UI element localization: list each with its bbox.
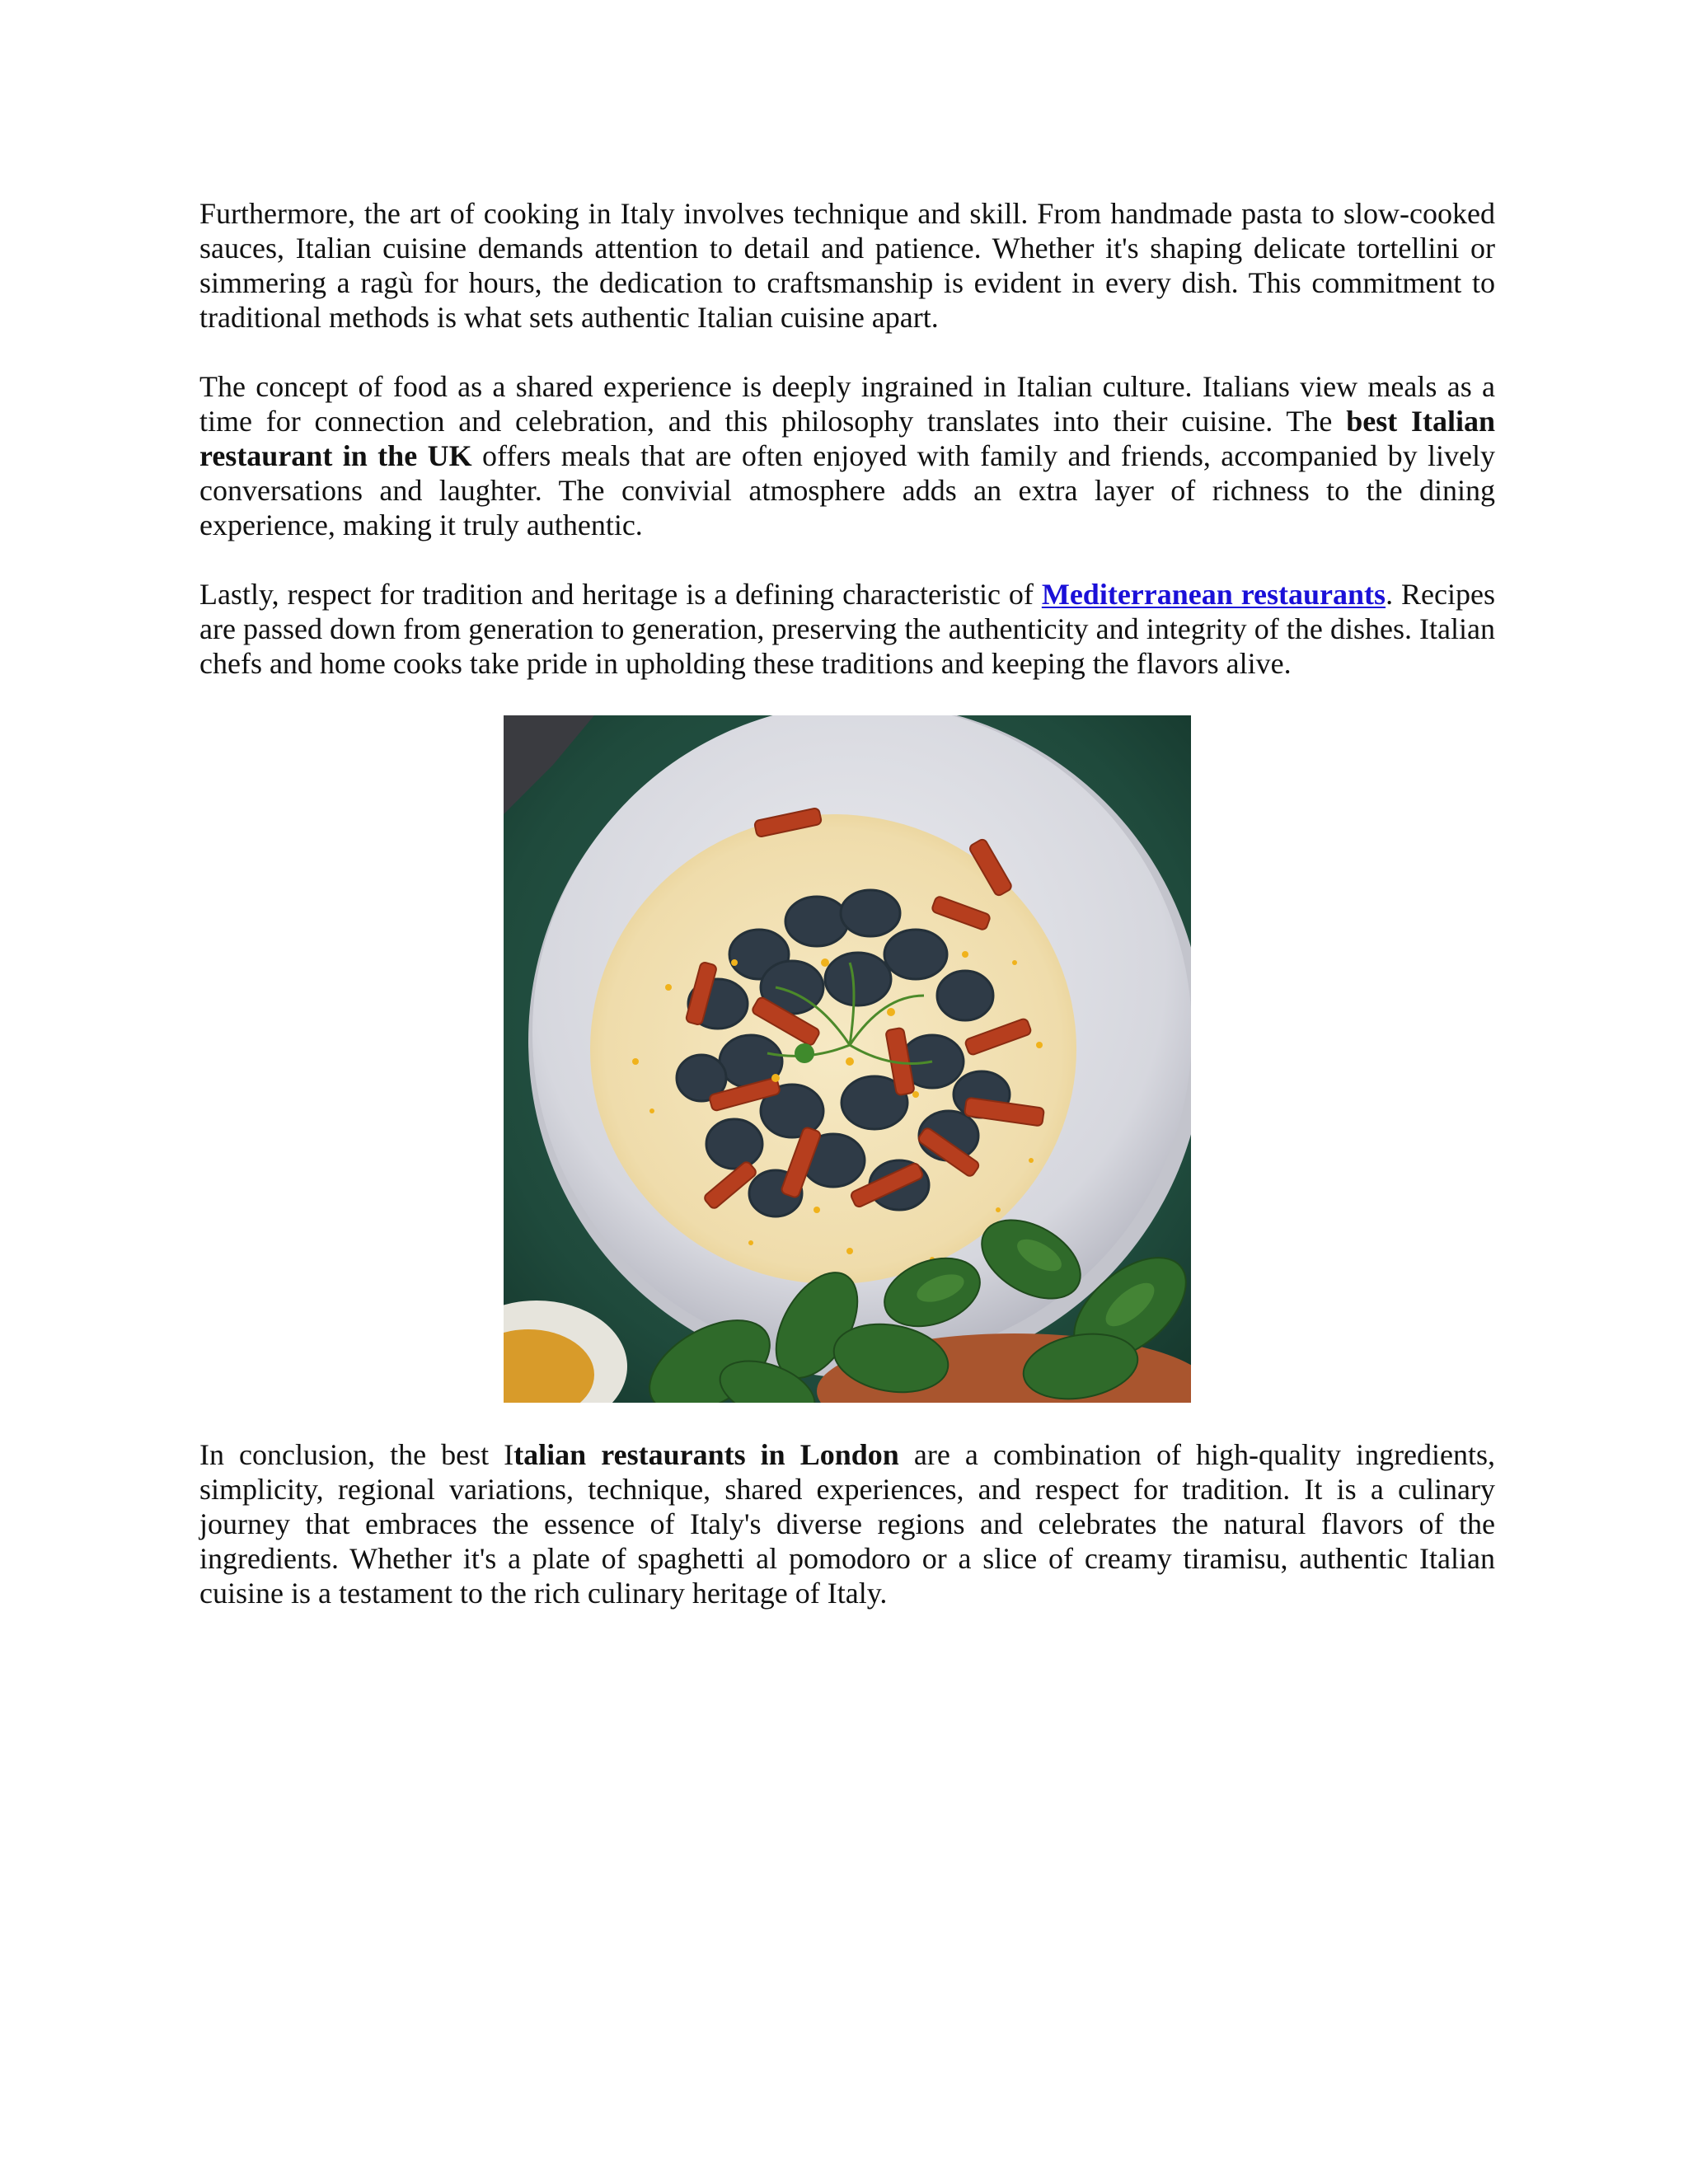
paragraph-text: are a combination of high-quality ingredients, simplicity, regional variations, technique, shared experiences, and respect for tradition. It is a culinary journey that embraces the essence of Italy's diverse regions and celebrates the natural flavors of the ingredients. Whether it's a plate of spaghetti al pomodoro or a slice of creamy tiramisu, authentic Italian cuisine is a testament to the rich culinary heritage of Italy. xyxy=(199,1438,1496,1610)
bold-phrase-italian-restaurants-london: talian restaurants in London xyxy=(513,1438,899,1471)
paragraph-text: The concept of food as a shared experience is deeply ingrained in Italian culture. Italians view meals as a time for connection and celebration, and this philosophy translates into their cuisine. The xyxy=(199,370,1495,438)
basil-leaf xyxy=(795,1043,814,1063)
bold-phrase-best-italian-restaurant: best Italian restaurant in the UK xyxy=(199,405,1495,472)
paragraph-technique: Furthermore, the art of cooking in Italy involves technique and skill. From handmade pasta to slow-cooked sauces, Italian cuisine demands attention to detail and patience. Whether it's shaping delicate tortellini or simmering a ragù for hours, the dedication to craftsmanship is evident in every dish. This commitment to traditional methods is what sets authentic Italian cuisine apart. xyxy=(199,197,1495,334)
paragraph-text: Lastly, respect for tradition and heritage is a defining characteristic of xyxy=(199,578,1042,611)
paragraph-tradition xyxy=(199,577,1495,681)
article-body xyxy=(199,196,1495,1645)
paragraph-text: offers meals that are often enjoyed with family and friends, accompanied by lively conversations and laughter. The convivial atmosphere adds an extra layer of richness to the dining experience, making it truly authentic. xyxy=(199,439,1495,541)
mediterranean-restaurants-link[interactable]: Mediterranean restaurants xyxy=(1041,578,1386,611)
paragraph-text: In conclusion, the best I xyxy=(199,1438,514,1471)
paragraph-shared-experience xyxy=(199,369,1495,542)
paragraph-text: . Recipes are passed down from generation to generation, preserving the authenticity and integrity of the dishes. Italian chefs and home cooks take pride in upholding these traditions and keeping the flavors alive. xyxy=(199,578,1495,680)
paragraph-conclusion xyxy=(199,1437,1495,1610)
dish-photo xyxy=(504,715,1191,1403)
gnocchi-plate-illustration xyxy=(504,715,1191,1403)
